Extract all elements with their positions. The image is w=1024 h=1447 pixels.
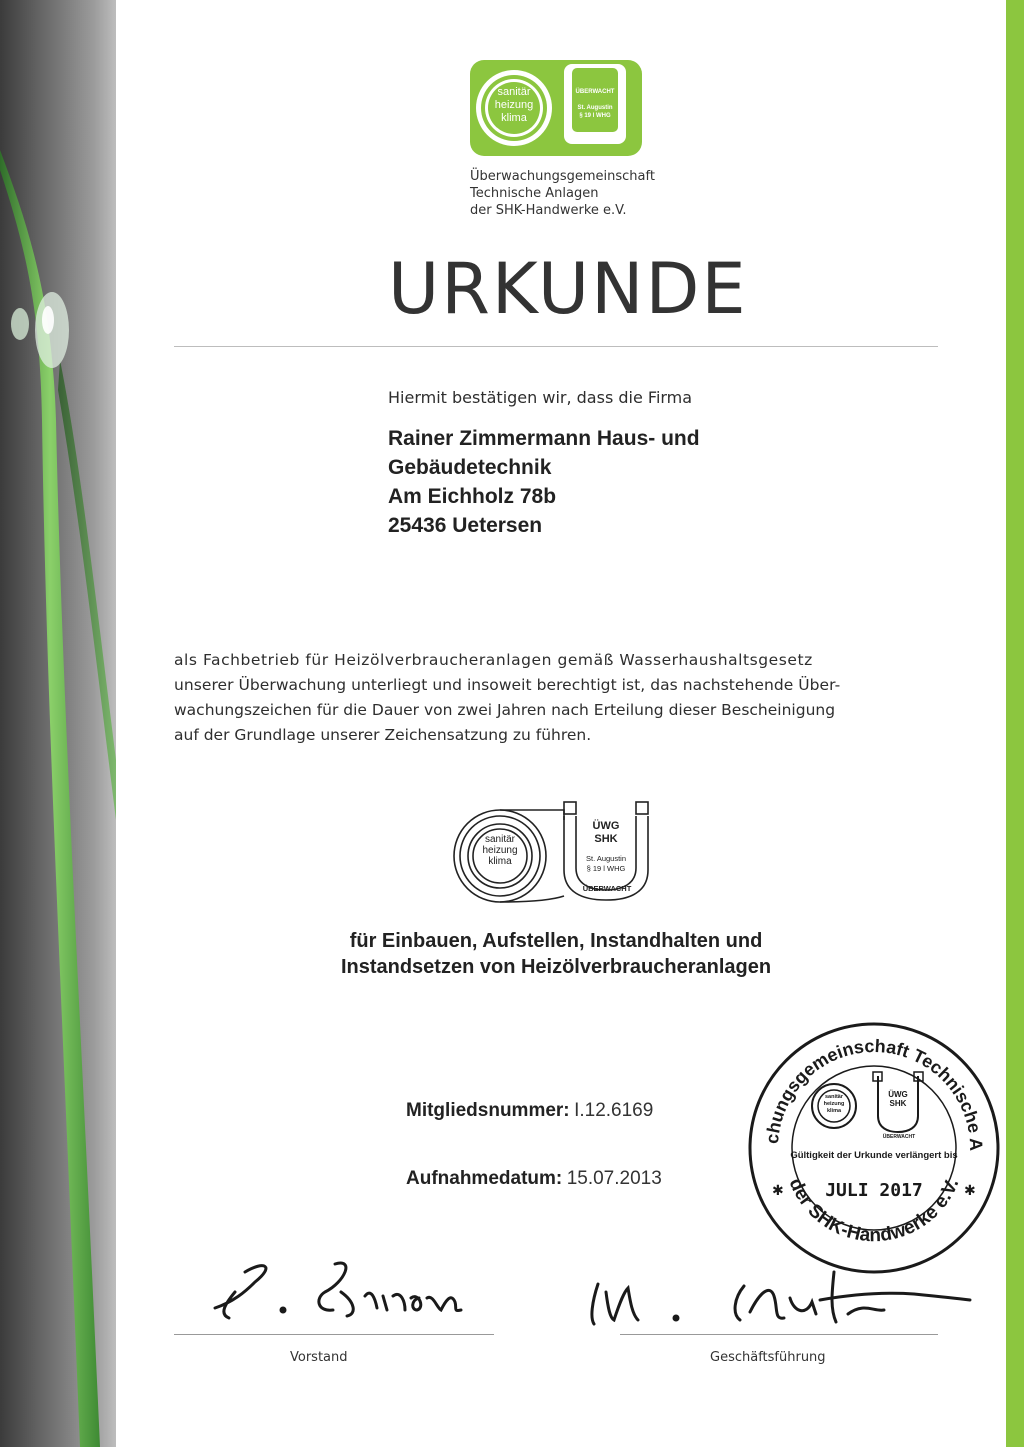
- stamp-graphic: [746, 1020, 1002, 1276]
- member-number-label: Mitgliedsnummer:: [406, 1100, 570, 1121]
- stamp-mini-u-line: SHK: [889, 1099, 907, 1108]
- logo-circle-line: heizung: [494, 99, 534, 111]
- green-side-band: [1006, 0, 1024, 1447]
- certified-scope: [174, 928, 938, 980]
- certificate-body: [174, 648, 938, 748]
- mark-circle-line: klima: [488, 856, 512, 867]
- admission-date-value: 15.07.2013: [566, 1168, 662, 1189]
- admission-date-label: Aufnahmedatum:: [406, 1168, 563, 1189]
- organization-name: [470, 168, 730, 219]
- body-line: auf der Grundlage unserer Zeichensatzung zu führen.: [174, 726, 592, 744]
- organization-logo: [470, 58, 642, 158]
- official-stamp: [746, 1020, 1002, 1276]
- body-line: unserer Überwachung unterliegt und insoweit berechtigt ist, das nachstehende Über-: [174, 676, 841, 694]
- logo-tag-line: St. Augustin: [577, 105, 613, 111]
- company-line: 25436 Uetersen: [388, 514, 543, 537]
- admission-date-row: [406, 1168, 662, 1190]
- member-number-value: I.12.6169: [574, 1100, 654, 1121]
- company-line: Am Eichholz 78b: [388, 485, 557, 508]
- svg-text:Überwachungsgemeinschaft Techn: [746, 1020, 986, 1151]
- signature-label-left: Vorstand: [290, 1350, 348, 1365]
- signature-label-right: Geschäftsführung: [710, 1350, 826, 1365]
- scope-line: für Einbauen, Aufstellen, Instandhalten und: [349, 930, 763, 952]
- signature-management: [584, 1262, 976, 1332]
- mark-circle-line: sanitär: [484, 834, 515, 845]
- logo-tag-line: § 19 l WHG: [579, 113, 611, 119]
- logo-circle-line: klima: [501, 112, 527, 124]
- stamp-validity-date: JULI 2017: [825, 1180, 923, 1201]
- stamp-arc-bottom: der SHK-Handwerke e.V.: [784, 1175, 964, 1247]
- document-title: URKUNDE: [388, 248, 748, 330]
- mark-u-small-line: § 19 l WHG: [586, 864, 626, 873]
- intro-text: Hiermit bestätigen wir, dass die Firma: [388, 388, 693, 407]
- signature-board-member: [205, 1252, 475, 1332]
- company-line: Rainer Zimmermann Haus- und: [388, 427, 700, 450]
- grass-blade-graphic: [0, 0, 116, 1447]
- title-divider: [174, 346, 938, 347]
- logo-circle-line: sanitär: [497, 86, 531, 98]
- stamp-mini-tag: ÜBERWACHT: [882, 1134, 916, 1140]
- stamp-arc-top: chungsgemeinschaft Technische A: [762, 1035, 987, 1152]
- company-address: [388, 424, 700, 540]
- member-number-row: [406, 1100, 653, 1122]
- mark-circle-line: heizung: [482, 845, 518, 856]
- body-line: als Fachbetrieb für Heizölverbraucheranlagen gemäß Wasserhaushaltsgesetz: [174, 651, 813, 669]
- company-line: Gebäudetechnik: [388, 456, 552, 479]
- stamp-mini-line: heizung: [823, 1101, 845, 1107]
- signature-line-left: [174, 1334, 494, 1335]
- organization-line: der SHK-Handwerke e.V.: [470, 203, 627, 218]
- scope-line: Instandsetzen von Heizölverbraucheranlagen: [340, 956, 772, 978]
- organization-line: Überwachungsgemeinschaft: [470, 169, 655, 184]
- monitoring-mark: [452, 800, 658, 908]
- signature-line-right: [620, 1334, 938, 1335]
- mark-u-small-line: St. Augustin: [585, 854, 627, 863]
- stamp-mini-line: sanitär: [824, 1094, 844, 1100]
- stamp-mini-u-line: ÜWG: [888, 1090, 908, 1099]
- mark-arc-text: ÜBERWACHT: [582, 884, 632, 893]
- stamp-validity-text: Gültigkeit der Urkunde verlängert bis: [790, 1150, 958, 1161]
- organization-line: Technische Anlagen: [470, 186, 599, 201]
- mark-u-line: SHK: [594, 833, 618, 845]
- grass-photo-band: [0, 0, 116, 1447]
- svg-text:✱: ✱: [964, 1182, 976, 1198]
- logo-tag-overwacht: ÜBERWACHT: [575, 89, 615, 95]
- stamp-mini-line: klima: [826, 1108, 842, 1114]
- svg-text:✱: ✱: [772, 1182, 784, 1198]
- body-line: wachungszeichen für die Dauer von zwei Jahren nach Erteilung dieser Bescheinigung: [174, 701, 836, 719]
- mark-u-line: ÜWG: [592, 820, 620, 832]
